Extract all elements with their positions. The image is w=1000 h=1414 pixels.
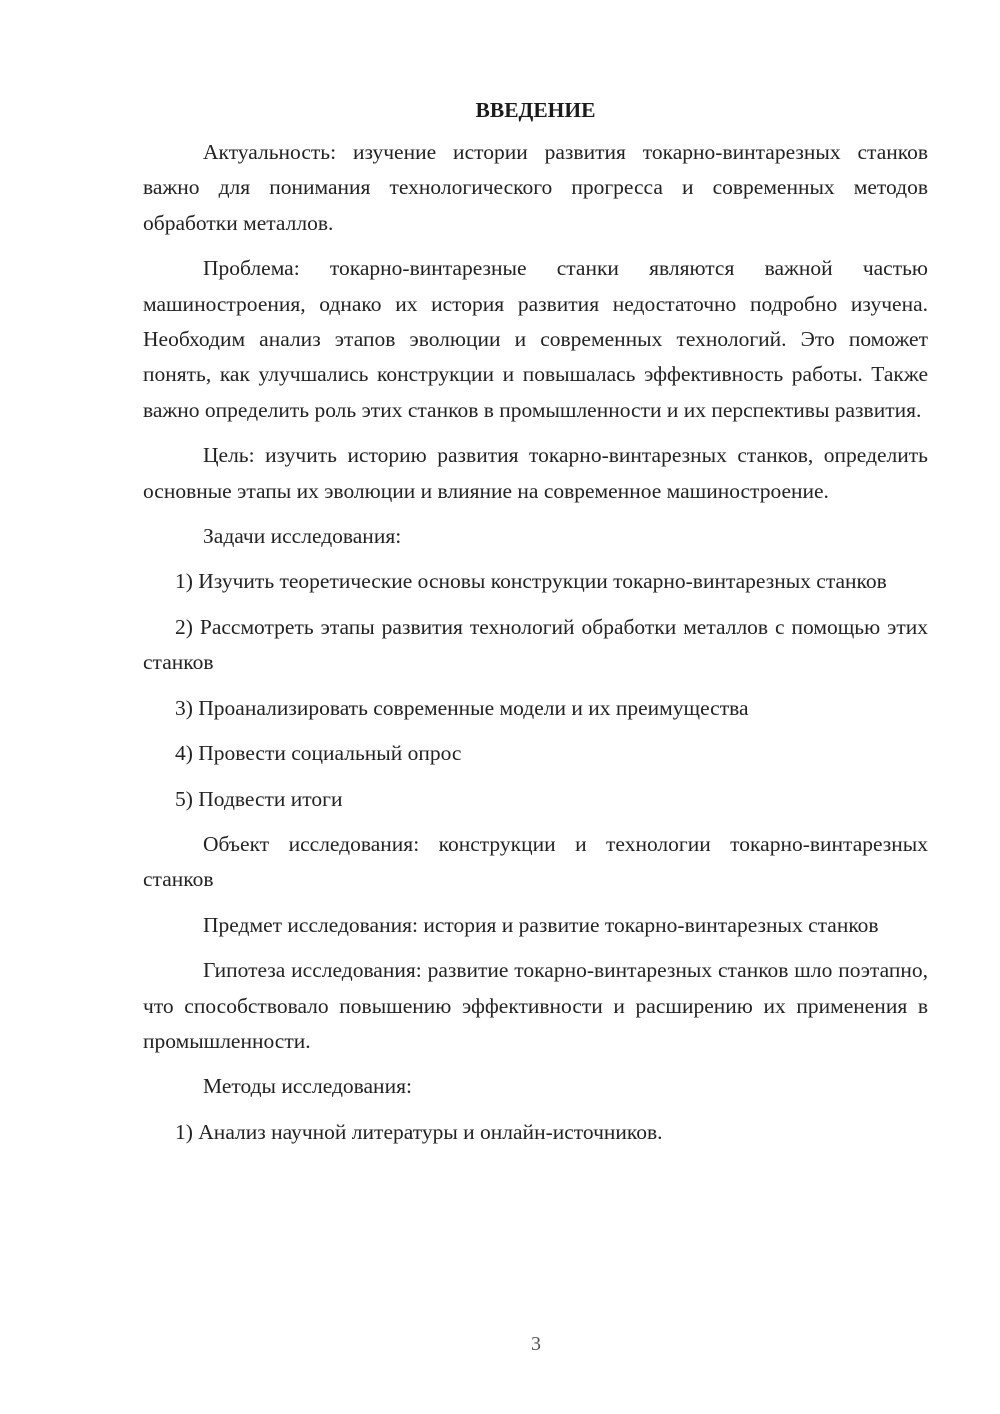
paragraph-subject: Предмет исследования: история и развитие токарно-винтарезных станков — [203, 912, 879, 937]
paragraph-tasks-heading: Задачи исследования: — [203, 524, 402, 549]
method-item-1: 1) Анализ научной литературы и онлайн-источников. — [175, 1119, 663, 1144]
paragraph-problem: Проблема: токарно-винтарезные станки являются важной частью машиностроения, однако их история развития недостаточно подробно изучена. Необходим анализ этапов эволюции и современных технологий. Это поможет понять, как улучшались конструкции и повышалась эффективность работы. Также важно определить роль этих станков в промышленности и их перспективы развития. — [143, 256, 928, 422]
paragraph-relevance: Актуальность: изучение истории развития токарно-винтарезных станков важно для понимания технологического прогресса и современных методов обработки металлов. — [143, 140, 928, 235]
page-number: 3 — [531, 1333, 541, 1355]
task-item-5: 5) Подвести итоги — [175, 786, 343, 811]
paragraph-methods-heading: Методы исследования: — [203, 1074, 412, 1099]
task-item-3: 3) Проанализировать современные модели и их преимущества — [175, 695, 749, 720]
paragraph-hypothesis: Гипотеза исследования: развитие токарно-винтарезных станков шло поэтапно, что способствовало повышению эффективности и расширению их применения в промышленности. — [143, 958, 928, 1053]
section-title: ВВЕДЕНИЕ — [475, 98, 596, 122]
task-item-4: 4) Провести социальный опрос — [175, 741, 462, 766]
paragraph-goal: Цель: изучить историю развития токарно-винтарезных станков, определить основные этапы их эволюции и влияние на современное машиностроение. — [143, 443, 928, 503]
paragraph-object: Объект исследования: конструкции и технологии токарно-винтарезных станков — [143, 831, 928, 892]
task-item-2: 2) Рассмотреть этапы развития технологий обработки металлов с помощью этих станков — [143, 614, 928, 675]
page-content — [143, 96, 928, 1160]
task-item-1: 1) Изучить теоретические основы конструкции токарно-винтарезных станков — [175, 569, 887, 594]
